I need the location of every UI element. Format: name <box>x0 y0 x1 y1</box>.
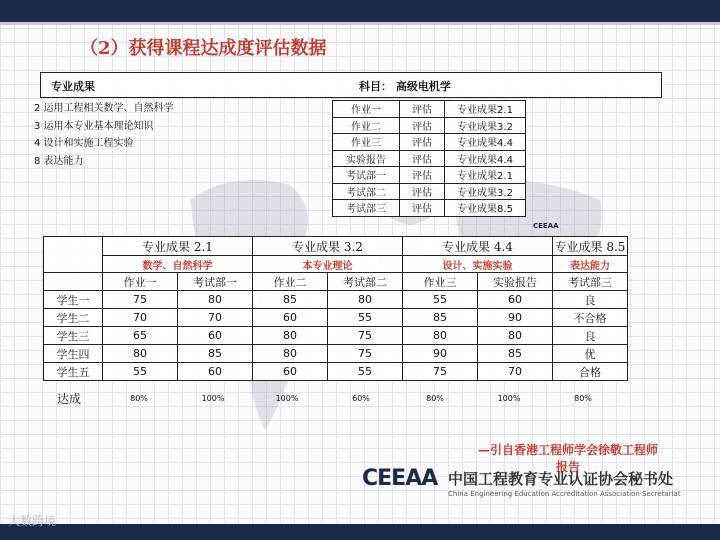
assessment-item: 作业一 <box>333 101 400 118</box>
top-bar-line <box>0 22 720 25</box>
reach-value: 80% <box>426 394 444 403</box>
score-cell: 55 <box>328 363 403 381</box>
grade-table-corner <box>44 237 103 273</box>
header-subject-label: 科目： 高级电机学 <box>359 80 451 93</box>
assessment-type: 评估 <box>400 150 445 167</box>
source-note: —引自香港工程师学会徐敬工程师报告 <box>478 443 659 474</box>
score-cell: 60 <box>478 291 553 309</box>
outcome-item: 4 设计和实施工程实验 <box>34 138 134 149</box>
score-cell: 80 <box>403 327 478 345</box>
reach-value: 80% <box>574 394 592 403</box>
outcome-group-desc: 本专业理论 <box>253 256 403 273</box>
assessment-row <box>333 134 526 151</box>
page-title: （2）获得课程达成度评估数据 <box>80 38 327 59</box>
assessment-item: 实验报告 <box>333 150 400 167</box>
column-header: 考试部三 <box>553 273 628 291</box>
student-name: 学生二 <box>44 309 103 327</box>
assessment-outcome: 专业成果8.5 <box>445 200 526 217</box>
student-name: 学生三 <box>44 327 103 345</box>
column-header: 作业一 <box>103 273 178 291</box>
outcome-group-name: 专业成果 3.2 <box>253 237 403 256</box>
reach-value: 100% <box>201 394 225 403</box>
header-outcome-label: 专业成果 <box>51 80 95 93</box>
score-cell: 85 <box>253 291 328 309</box>
assessment-outcome: 专业成果2.1 <box>445 167 526 184</box>
table-row <box>44 309 628 327</box>
header-box <box>40 72 662 98</box>
bottom-bar <box>0 524 720 540</box>
outcome-item: 3 运用本专业基本理论知识 <box>34 120 154 132</box>
score-cell: 70 <box>478 363 553 381</box>
assessment-row <box>333 150 526 167</box>
column-header: 考试部一 <box>178 273 253 291</box>
assessment-type: 评估 <box>400 200 445 217</box>
column-header-blank <box>44 273 103 291</box>
assessment-item: 作业三 <box>333 134 400 151</box>
assessment-item: 考试部三 <box>333 200 400 217</box>
top-bar <box>0 0 720 22</box>
reach-value: 100% <box>497 394 521 403</box>
assessment-outcome: 专业成果4.4 <box>445 134 526 151</box>
score-cell: 85 <box>478 345 553 363</box>
watermark: 大数跨境 <box>8 514 57 528</box>
column-header: 考试部二 <box>328 273 403 291</box>
outcome-group-desc: 数学、自然科学 <box>103 256 253 273</box>
score-cell: 75 <box>403 363 478 381</box>
column-header: 实验报告 <box>478 273 553 291</box>
assessment-row <box>333 200 526 217</box>
reach-label: 达成 <box>57 392 82 406</box>
outcome-group-desc: 表达能力 <box>553 256 628 273</box>
score-cell: 90 <box>478 309 553 327</box>
score-cell: 80 <box>253 327 328 345</box>
score-cell: 60 <box>253 309 328 327</box>
student-name: 学生一 <box>44 291 103 309</box>
table-row <box>44 345 628 363</box>
assessment-item: 考试部二 <box>333 183 400 200</box>
outcome-list <box>34 100 314 170</box>
assessment-row <box>333 117 526 134</box>
outcome-group-name: 专业成果 4.4 <box>403 237 553 256</box>
assessment-outcome: 专业成果3.2 <box>445 183 526 200</box>
score-cell: 80 <box>253 345 328 363</box>
score-cell: 80 <box>103 345 178 363</box>
outcome-group-name: 专业成果 2.1 <box>103 237 253 256</box>
assessment-outcome: 专业成果2.1 <box>445 101 526 118</box>
outcome-group-name: 专业成果 8.5 <box>553 237 628 256</box>
column-header: 作业二 <box>253 273 328 291</box>
assessment-item: 作业二 <box>333 117 400 134</box>
score-cell: 85 <box>403 309 478 327</box>
table-row <box>44 291 628 309</box>
table-row <box>44 327 628 345</box>
assessment-outcome: 专业成果4.4 <box>445 150 526 167</box>
outcome-item: 2 运用工程相关数学、自然科学 <box>34 103 174 114</box>
score-cell: 良 <box>553 291 628 309</box>
score-cell: 70 <box>103 309 178 327</box>
logo-english-name: China Engineering Education Accreditation Association Secretariat <box>448 490 681 498</box>
grade-table <box>43 236 628 381</box>
score-cell: 80 <box>328 291 403 309</box>
score-cell: 60 <box>178 363 253 381</box>
assessment-row <box>333 183 526 200</box>
score-cell: 90 <box>403 345 478 363</box>
logo-chinese-name: 中国工程教育专业认证协会秘书处 <box>448 470 674 488</box>
score-cell: 75 <box>328 345 403 363</box>
ceeaa-mini-logo: CEEAA <box>533 222 559 230</box>
score-cell: 75 <box>103 291 178 309</box>
score-cell: 65 <box>103 327 178 345</box>
score-cell: 合格 <box>553 363 628 381</box>
outcome-item: 8 表达能力 <box>34 155 84 167</box>
score-cell: 55 <box>328 309 403 327</box>
reach-value: 60% <box>352 394 370 403</box>
reach-value: 80% <box>130 394 148 403</box>
score-cell: 80 <box>478 327 553 345</box>
ceeaa-logo: CEEAA <box>362 466 438 491</box>
score-cell: 良 <box>553 327 628 345</box>
score-cell: 85 <box>178 345 253 363</box>
reach-row <box>43 388 685 410</box>
assessment-type: 评估 <box>400 167 445 184</box>
score-cell: 60 <box>178 327 253 345</box>
score-cell: 55 <box>103 363 178 381</box>
student-name: 学生四 <box>44 345 103 363</box>
assessment-type: 评估 <box>400 134 445 151</box>
assessment-type: 评估 <box>400 183 445 200</box>
assessment-type: 评估 <box>400 101 445 118</box>
assessment-table <box>332 100 526 217</box>
column-header: 作业三 <box>403 273 478 291</box>
assessment-type: 评估 <box>400 117 445 134</box>
table-row <box>44 363 628 381</box>
score-cell: 55 <box>403 291 478 309</box>
score-cell: 75 <box>328 327 403 345</box>
assessment-outcome: 专业成果3.2 <box>445 117 526 134</box>
score-cell: 优 <box>553 345 628 363</box>
assessment-item: 考试部一 <box>333 167 400 184</box>
reach-value: 100% <box>275 394 299 403</box>
assessment-row <box>333 167 526 184</box>
score-cell: 不合格 <box>553 309 628 327</box>
score-cell: 60 <box>253 363 328 381</box>
assessment-row <box>333 101 526 118</box>
score-cell: 80 <box>178 291 253 309</box>
score-cell: 70 <box>178 309 253 327</box>
student-name: 学生五 <box>44 363 103 381</box>
outcome-group-desc: 设计、实施实验 <box>403 256 553 273</box>
